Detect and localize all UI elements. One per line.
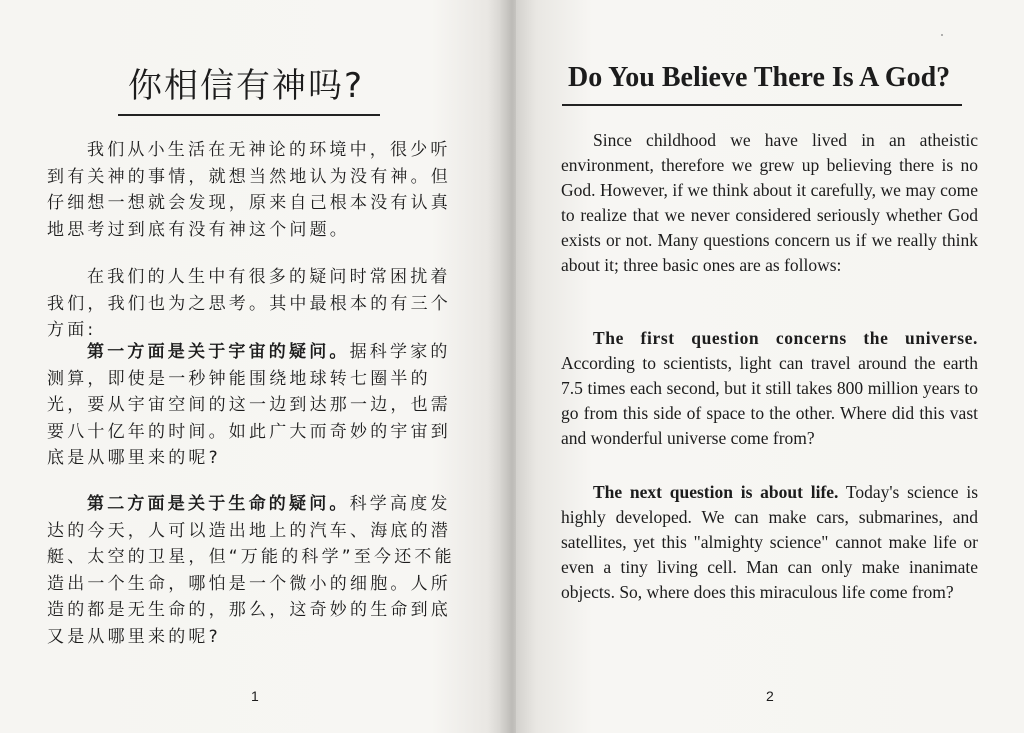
english-title-rule — [562, 104, 962, 106]
paper-speck — [941, 34, 943, 36]
chinese-paragraph-4 — [47, 491, 467, 650]
chinese-paragraph-1: 我们从小生活在无神论的环境中，很少听到有关神的事情，就想当然地认为没有神。但仔细想一想就会发现，原来自己根本没有认真地思考过到底有没有神这个问题。 — [47, 140, 451, 240]
chinese-title: 你相信有神吗? — [128, 66, 365, 106]
english-paragraph-2 — [561, 326, 978, 451]
english-paragraph-1: Since childhood we have lived in an atheistic environment, therefore we grew up believing there is no God. However, if we think about it carefully, we may come to realize that we never considered seriously whether God exists or not. Many questions concern us if we really think about it; three basic ones are as follows: — [561, 130, 978, 275]
english-title: Do You Believe There Is A God? — [568, 62, 951, 93]
chinese-paragraph-3 — [47, 339, 467, 472]
chinese-paragraph-3-body: 据科学家的测算，即使是一秒钟能围绕地球转七圈半的光，要从宇宙空间的这一边到达那一边，也需要八十亿年的时间。如此广大而奇妙的宇宙到底是从哪里来的呢? — [47, 342, 451, 468]
english-paragraph-2-body: According to scientists, light can travel around the earth 7.5 times each second, but it still takes 800 million years to go from this side of space to the other. Where did this vast and wonderful universe come from? — [561, 353, 978, 448]
english-paragraph-3-lead: The next question is about life. — [593, 482, 839, 502]
page-number-right: 2 — [766, 688, 774, 704]
chinese-title-rule — [118, 114, 380, 116]
chinese-paragraph-2: 在我们的人生中有很多的疑问时常困扰着我们，我们也为之思考。其中最根本的有三个方面: — [47, 267, 451, 340]
left-page — [0, 0, 508, 733]
english-paragraph-3-body: Today's science is highly developed. We can make cars, submarines, and satellites, yet this "almighty science" cannot make life or even a tiny living cell. Man can only make inanimate objects. So, where does this miraculous life come from? — [561, 482, 979, 602]
english-paragraph-3 — [561, 480, 978, 605]
chinese-paragraph-3-lead: 第一方面是关于宇宙的疑问。 — [87, 342, 350, 362]
chinese-paragraph-4-body: 科学高度发达的今天，人可以造出地上的汽车、海底的潜艇、太空的卫星，但“万能的科学”至今还不能造出一个生命，哪怕是一个微小的细胞。人所造的都是无生命的，那么，这奇妙的生命到底又是从哪里来的呢? — [47, 494, 455, 647]
page-number-left: 1 — [251, 688, 259, 704]
english-paragraph-2-lead: The first question concerns the universe. — [593, 328, 978, 348]
chinese-paragraph-4-lead: 第二方面是关于生命的疑问。 — [87, 494, 350, 514]
